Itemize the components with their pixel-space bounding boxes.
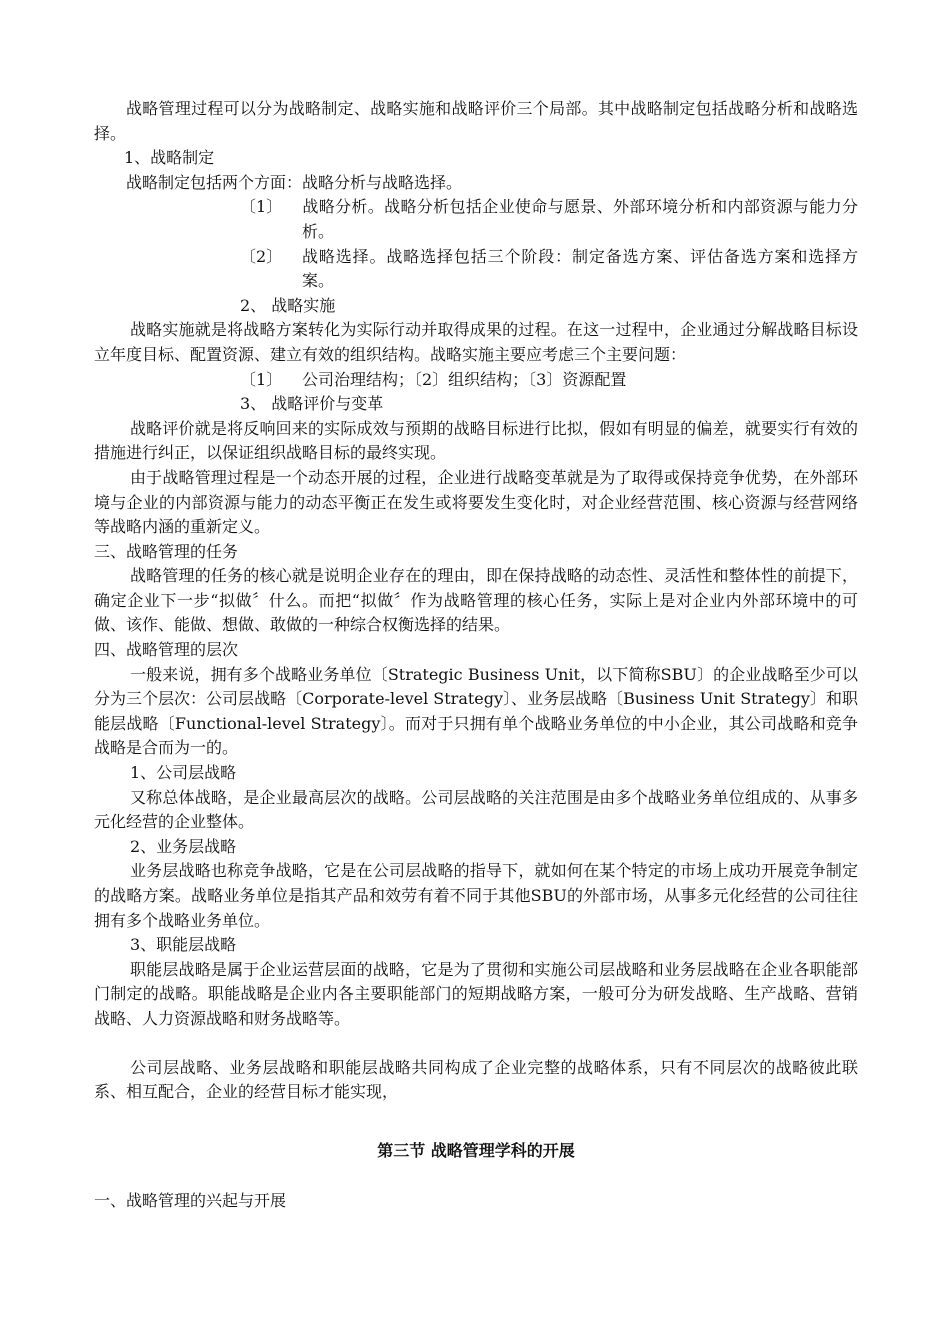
subheading: 1、战略制定 (124, 148, 215, 168)
paragraph: 战略评价就是将反响回来的实际成效与预期的战略目标进行比拟，假如有明显的偏差，就要实行有效的措施进行纠正，以保证组织战略目标的最终实现。 (94, 418, 858, 463)
spacer (94, 1105, 858, 1129)
subheading: 3、职能层战略 (130, 935, 237, 955)
list-text (302, 195, 858, 244)
list-text-content: 公司治理结构；〔2〕组织结构；〔3〕资源配置 (302, 369, 627, 389)
paragraph: 战略管理过程可以分为战略制定、战略实施和战略评价三个局部。其中战略制定包括战略分析和战略选择。 (94, 99, 858, 143)
paragraph: 战略管理的任务的核心就是说明企业存在的理由，即在保持战略的动态性、灵活性和整体性的前提下，确定企业下一步“拟做〞什么。而把“拟做〞作为战略管理的核心任务，实际上是对企业内外部环境中的可做、该作、能做、想做、敢做的一种综合权衡选择的结果。 (94, 566, 858, 635)
paragraph: 业务层战略也称竞争战略，它是在公司层战略的指导下，就如何在某个特定的市场上成功开展竞争制定的战略方案。战略业务单位是指其产品和效劳有着不同于其他SBU的外部市场，从事多元化经营的公司往往拥有多个战略业务单位。 (94, 861, 858, 930)
list-text-content: 战略分析。战略分析包括企业使命与愿景、外部环境分析和内部资源与能力分析。 (302, 197, 858, 241)
list-text (302, 368, 858, 393)
subheading: 3、 战略评价与变革 (240, 394, 384, 414)
document-body (94, 97, 858, 1214)
list-item (94, 245, 858, 294)
paragraph: 由于战略管理过程是一个动态开展的过程，企业进行战略变革就是为了取得或保持竞争优势，在外部环境与企业的内部资源与能力的动态平衡正在发生或将要发生变化时，对企业经营范围、核心资源与经营网络等战略内涵的重新定义。 (94, 467, 858, 537)
list-item (94, 195, 858, 244)
list-number: 〔1〕 (240, 369, 283, 389)
subheading: 1、公司层战略 (130, 763, 237, 783)
list-item (94, 368, 858, 393)
subheading: 2、业务层战略 (130, 836, 237, 856)
paragraph: 战略实施就是将战略方案转化为实际行动并取得成果的过程。在这一过程中，企业通过分解战略目标设立年度目标、配置资源、建立有效的组织结构。战略实施主要应考虑三个主要问题： (94, 320, 858, 364)
spacer (94, 1163, 858, 1189)
list-text-content: 战略选择。战略选择包括三个阶段：制定备选方案、评估备选方案和选择方案。 (302, 246, 858, 291)
list-number: 〔1〕 (240, 197, 283, 217)
list-number: 〔2〕 (240, 246, 283, 266)
paragraph: 一般来说，拥有多个战略业务单位〔Strategic Business Unit，以下简称SBU〕的企业战略至少可以分为三个层次：公司层战略〔Corporate-level Strategy〕、业务层战略〔Business Unit Strategy〕和职能层战略〔Functional-level Strategy〕。而对于只拥有单个战略业务单位的中小企业，其公司战略和竞争战略是合而为一的。 (94, 664, 858, 758)
section-heading: 四、战略管理的层次 (94, 640, 239, 660)
list-text (302, 245, 858, 294)
subheading: 2、 战略实施 (240, 295, 336, 315)
paragraph: 又称总体战略，是企业最高层次的战略。公司层战略的关注范围是由多个战略业务单位组成的、从事多元化经营的企业整体。 (94, 787, 858, 832)
section-heading: 三、战略管理的任务 (94, 541, 239, 561)
section-heading: 一、战略管理的兴起与开展 (94, 1191, 287, 1211)
spacer (94, 1032, 858, 1056)
paragraph: 公司层战略、业务层战略和职能层战略共同构成了企业完整的战略体系，只有不同层次的战略彼此联系、相互配合，企业的经营目标才能实现， (94, 1057, 858, 1102)
section-title: 第三节 战略管理学科的开展 (377, 1140, 575, 1160)
paragraph: 战略制定包括两个方面：战略分析与战略选择。 (126, 172, 463, 192)
paragraph: 职能层战略是属于企业运营层面的战略，它是为了贯彻和实施公司层战略和业务层战略在企业各职能部门制定的战略。职能战略是企业内各主要职能部门的短期战略方案，一般可分为研发战略、生产战略、营销战略、人力资源战略和财务战略等。 (94, 959, 858, 1028)
